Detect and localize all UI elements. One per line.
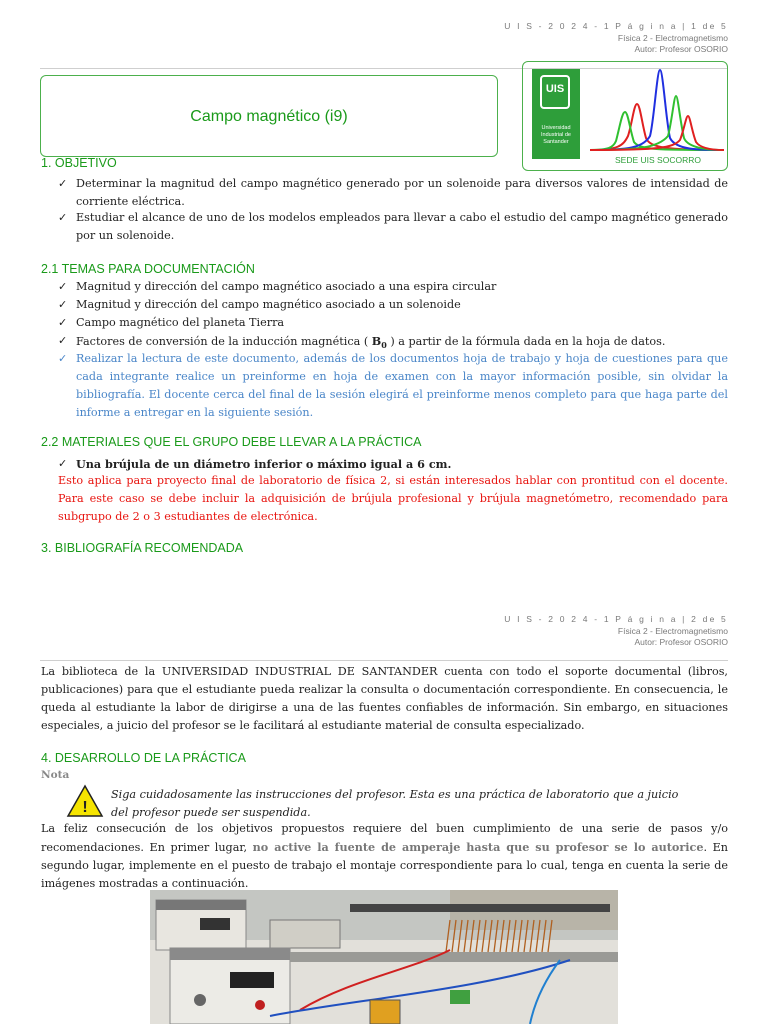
materiales-item: Una brújula de un diámetro inferior o máximo igual a 6 cm. [76,457,452,471]
page1-header [504,21,728,56]
proyecto-final-note: Esto aplica para proyecto final de laboratorio de física 2, si están interesados hablar con prontitud con el docente. Para este caso se debe incluir la adquisición de brújula profesional y brújula magnetómetro, recomendado para subgrupo de 2 o 3 estudiantes de electrónica. [58,474,728,523]
check-icon: ✓ [58,177,68,190]
uis-logo-text [532,125,580,146]
objetivo-heading: 1. OBJETIVO [41,156,117,170]
sede-label: SEDE UIS SOCORRO [615,155,701,165]
nota-text [111,786,678,822]
temas-item: Campo magnético del planeta Tierra [76,316,285,329]
page1-header-author: Autor: Profesor OSORIO [634,44,728,54]
desarrollo-text-c: . En segundo lugar, implemente en el puesto de trabajo el montaje correspondiente para lo cual, tenga en cuenta la serie de imágenes mostradas a continuación. [41,841,728,890]
check-icon: ✓ [58,316,68,329]
objetivo-item: Determinar la magnitud del campo magnético generado por un solenoide para diversos valores de intensidad de corriente eléctrica. [76,177,728,208]
warning-symbol: ! [82,799,88,816]
page1-header-course: Física 2 - Electromagnetismo [617,32,728,43]
objetivo-item: Estudiar el alcance de uno de los modelos empleados para llevar a cabo el estudio del campo magnético generado por un solenoide. [76,211,728,242]
desarrollo-heading: 4. DESARROLLO DE LA PRÁCTICA [41,751,246,765]
page2-header-course: Física 2 - Electromagnetismo [617,625,728,636]
page2-header-rule [40,660,728,661]
check-icon: ✓ [58,334,68,347]
check-icon: ✓ [58,457,68,470]
desarrollo-text-a: La feliz consecución de los objetivos propuestos requiere del buen cumplimiento de una serie de pasos y/o recomendaciones. En primer lugar, [41,822,728,854]
check-icon: ✓ [58,352,68,365]
nota-line: Siga cuidadosamente las instrucciones del profesor. Esta es una práctica de laboratorio que a juicio [111,788,679,801]
page2-header [504,614,728,649]
lab-setup-photo [150,890,618,1024]
page1-header-page: U I S - 2 0 2 4 - 1 P á g i n a | 1 de 5 [504,21,728,31]
temas-item: Magnitud y dirección del campo magnético asociado a un solenoide [76,298,461,311]
check-icon: ✓ [58,298,68,311]
temas-item: Magnitud y dirección del campo magnético asociado a una espira circular [76,280,497,293]
bibliografia-heading: 3. BIBLIOGRAFÍA RECOMENDADA [41,541,244,555]
b0-symbol: B [371,334,382,348]
logo-text-line: Universidad [541,125,571,131]
page2-header-author: Autor: Profesor OSORIO [634,637,728,647]
conversion-text-a: Factores de conversión de la inducción magnética ( [76,335,369,348]
check-icon: ✓ [58,211,68,224]
spectrum-peaks-graphic [588,66,726,154]
materiales-heading: 2.2 MATERIALES QUE EL GRUPO DEBE LLEVAR A LA PRÁCTICA [41,435,422,449]
uis-logo-initials: UIS [545,83,565,95]
page2-header-page: U I S - 2 0 2 4 - 1 P á g i n a | 2 de 5 [504,614,728,624]
biblioteca-paragraph: La biblioteca de la UNIVERSIDAD INDUSTRIAL DE SANTANDER cuenta con todo el soporte documental (libros, publicaciones) para que el estudiante pueda realizar la consulta o documentación correspondiente. En consecuencia, le queda al estudiante la labor de dirigirse a una de las fuentes confiables de información. Sin embargo, en situaciones especiales, a juicio del profesor se le facilitará al estudiante material de consulta especializado. [41,665,728,732]
b0-subscript: 0 [381,340,387,351]
temas-heading: 2.1 TEMAS PARA DOCUMENTACIÓN [41,262,255,276]
nota-line: del profesor puede ser suspendida. [111,806,311,819]
warning-icon [66,784,104,818]
logo-text-line: Industrial de [541,132,571,138]
nota-label: Nota [41,769,70,781]
desarrollo-warning-text: no active la fuente de amperaje hasta que su profesor se lo autorice [252,840,704,854]
temas-item-preinforme: Realizar la lectura de este documento, además de los documentos hoja de trabajo y hoja de cuestiones para que cada integrante realice un preinforme en hoja de examen con la mayor información posible, sin olvidar la bibliografía. El docente cerca del final de la sesión elegirá el preinforme menos completo para que haga parte del informe a entregar en la siguiente sesión. [76,352,728,419]
page-title: Campo magnético (i9) [190,108,348,125]
desarrollo-paragraph [41,820,728,893]
uis-logo [532,69,580,159]
check-icon: ✓ [58,280,68,293]
conversion-text-c: ) a partir de la fórmula dada en la hoja de datos. [390,335,666,348]
logo-text-line: Santander [543,139,569,145]
